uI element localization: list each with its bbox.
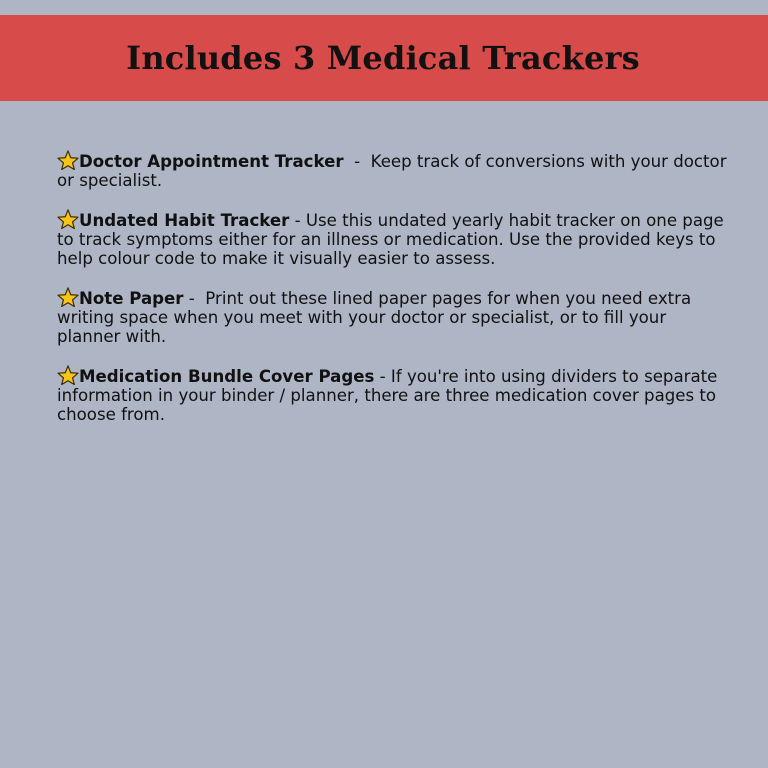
list-item-undated-habit-tracker bbox=[57, 209, 727, 268]
item-description: - If you're into using dividers to separate information in your binder / planner, there are three medication cover pages to choose from. bbox=[57, 367, 718, 424]
banner-title: Includes 3 Medical Trackers bbox=[126, 39, 640, 77]
item-title: Note Paper bbox=[79, 289, 184, 308]
star-icon bbox=[57, 150, 79, 170]
feature-list bbox=[57, 150, 732, 443]
title-banner bbox=[0, 15, 768, 101]
list-item-medication-bundle-cover-pages bbox=[57, 365, 727, 424]
item-description: - Print out these lined paper pages for when you need extra writing space when you meet with your doctor or specialist, or to fill your planner with. bbox=[57, 289, 697, 346]
item-title: Undated Habit Tracker bbox=[79, 211, 290, 230]
list-item-doctor-appointment-tracker bbox=[57, 150, 732, 190]
item-title: Doctor Appointment Tracker bbox=[79, 152, 344, 171]
star-icon bbox=[57, 365, 79, 385]
item-title: Medication Bundle Cover Pages bbox=[79, 367, 375, 386]
star-icon bbox=[57, 287, 79, 307]
item-description: - Use this undated yearly habit tracker on one page to track symptoms either for an illness or medication. Use the provided keys to help colour code to make it visually easier to assess. bbox=[57, 211, 724, 268]
star-icon bbox=[57, 209, 79, 229]
item-description: - Keep track of conversions with your doctor or specialist. bbox=[57, 152, 732, 190]
list-item-note-paper bbox=[57, 287, 727, 346]
